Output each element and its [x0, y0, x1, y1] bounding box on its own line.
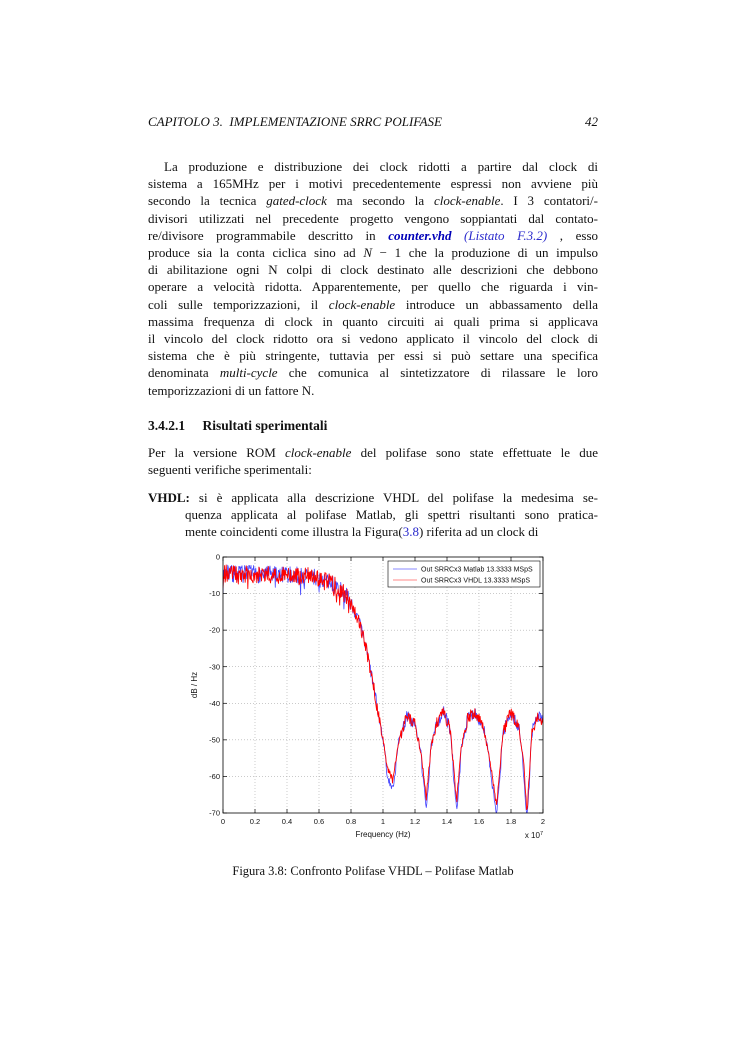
text-segment: re/divisore programmabile descritto in	[148, 227, 389, 243]
text-segment: sistema che è più stringente, tuttavia per essi si può settare una specifica	[148, 348, 598, 364]
text-line	[148, 382, 598, 399]
y-axis-label: dB / Hz	[190, 671, 199, 699]
y-tick-label: -10	[209, 589, 220, 599]
text-segment: massima frequenza di clock in quanto circuiti ai quali prima si applicava	[148, 313, 598, 329]
text-segment: secondo la tecnica	[148, 193, 267, 209]
text-segment: La produzione e distribuzione dei clock ridotti a partire dal clock di	[164, 159, 598, 174]
styled-text: clock-enable	[433, 193, 501, 209]
x-axis-multiplier: x $10^7$	[524, 831, 543, 840]
text-segment: di abilitazione ogni N colpi di clock destinato alle descrizioni che debbono	[148, 262, 598, 278]
text-segment: il vincolo del clock ridotto ora si vedono applicato il vincolo del clock di	[148, 331, 598, 347]
text-segment: sistema a 165MHz per i motivi precedentemente espressi non avviene più	[148, 176, 598, 192]
text-line	[148, 506, 598, 523]
text-segment: − 1 che la produzione di un impulso	[371, 245, 598, 261]
styled-text: clock-enable	[285, 445, 352, 460]
text-line	[148, 278, 598, 295]
y-tick-label: -30	[209, 662, 220, 672]
text-segment: produce sia la conta ciclica sino ad	[148, 245, 364, 261]
text-segment: si è applicata alla descrizione VHDL del polifase la medesima se-	[189, 490, 598, 505]
text-line	[148, 523, 598, 540]
y-tick-label: -60	[209, 772, 220, 782]
cross-reference-link[interactable]: counter.vhd	[388, 227, 452, 243]
text-segment: , esso	[547, 227, 598, 243]
text-segment: mente coincidenti come illustra la Figura(	[185, 524, 403, 540]
text-segment: seguenti verifiche sperimentali:	[148, 462, 312, 478]
x-tick-label: 1.4	[441, 817, 453, 826]
text-line	[148, 461, 598, 478]
cross-reference-link[interactable]: 3.8	[402, 524, 419, 540]
text-line	[148, 192, 598, 209]
paragraph-clock-distribution	[148, 158, 598, 399]
x-tick-label: 0.2	[249, 817, 261, 826]
text-segment: ) riferita ad un clock di	[418, 524, 539, 540]
text-line	[148, 330, 598, 347]
y-tick-label: -20	[209, 625, 220, 635]
y-tick-label: -50	[209, 735, 220, 745]
legend-label: Out SRRCx3 Matlab 13.3333 MSpS	[421, 566, 533, 574]
cross-reference-link[interactable]: (Listato F.3.2)	[464, 227, 548, 243]
text-segment: quenza applicata al polifase Matlab, gli spettri risultanti sono pratica-	[185, 507, 598, 523]
section-number: 3.4.2.1	[148, 418, 186, 433]
x-tick-label: 0.4	[281, 817, 293, 826]
text-segment: coli sulle temporizzazioni, il	[148, 296, 329, 312]
x-tick-label: 0.6	[313, 817, 325, 826]
text-line	[148, 444, 598, 461]
text-segment: ma secondo la	[326, 193, 434, 209]
figure-caption: Figura 3.8: Confronto Polifase VHDL – Polifase Matlab	[232, 864, 514, 878]
text-line	[148, 489, 598, 506]
text-segment: del polifase sono state effettuate le due	[351, 445, 598, 460]
styled-text: gated-clock	[266, 193, 327, 209]
x-tick-label: 1	[380, 817, 386, 826]
text-segment: temporizzazioni di un fattore N.	[148, 382, 315, 398]
y-tick-label: -70	[209, 808, 220, 818]
y-tick-label: 0	[215, 552, 220, 562]
x-tick-label: 0.8	[345, 817, 357, 826]
text-segment: operare a velocità ridotta. Apparentemente, per quello che riguarda i vin-	[148, 279, 598, 295]
x-tick-label: 0	[220, 817, 226, 826]
styled-text: VHDL:	[148, 490, 190, 505]
x-tick-label: 1.8	[505, 817, 517, 826]
text-segment: Per la versione ROM	[148, 445, 286, 460]
section-title: Risultati sperimentali	[202, 418, 328, 433]
x-axis-label: Frequency (Hz)	[355, 830, 411, 839]
y-tick-label: -40	[209, 698, 220, 708]
x-tick-label: 2	[540, 817, 546, 826]
text-segment: che comunica al sintetizzatore di rilassare le loro	[277, 365, 598, 381]
styled-text: N	[363, 245, 372, 261]
series-vhdl	[223, 565, 543, 810]
text-line	[148, 364, 598, 381]
text-line	[148, 210, 598, 227]
x-tick-label: 1.6	[473, 817, 485, 826]
text-segment: divisori utilizzati nel precedente progetto vengono soppiantati dal contato-	[148, 210, 598, 226]
vhdl-list-item	[148, 489, 598, 541]
text-line	[148, 158, 598, 175]
section-heading	[148, 418, 598, 434]
text-line	[148, 175, 598, 192]
chapter-title: CAPITOLO 3. IMPLEMENTAZIONE SRRC POLIFASE	[148, 114, 442, 129]
spectrum-chart	[185, 550, 557, 848]
text-line	[148, 261, 598, 278]
legend-label: Out SRRCx3 VHDL 13.3333 MSpS	[421, 577, 531, 585]
text-segment: denominata	[148, 365, 220, 381]
chart-legend	[388, 561, 540, 587]
text-line	[148, 347, 598, 364]
styled-text: clock-enable	[328, 296, 396, 312]
styled-text: multi-cycle	[219, 365, 278, 381]
paragraph-intro-verifiche	[148, 444, 598, 478]
text-segment: introduce un abbassamento della	[395, 296, 599, 312]
page-header	[148, 114, 598, 130]
x-tick-label: 1.2	[409, 817, 421, 826]
text-line	[148, 227, 598, 244]
page-number: 42	[585, 114, 598, 129]
text-line	[148, 313, 598, 330]
text-segment	[451, 228, 464, 243]
plot-frame	[223, 557, 543, 813]
text-line	[148, 244, 598, 261]
text-segment: . I 3 contatori/-	[500, 193, 598, 209]
text-line	[148, 296, 598, 313]
